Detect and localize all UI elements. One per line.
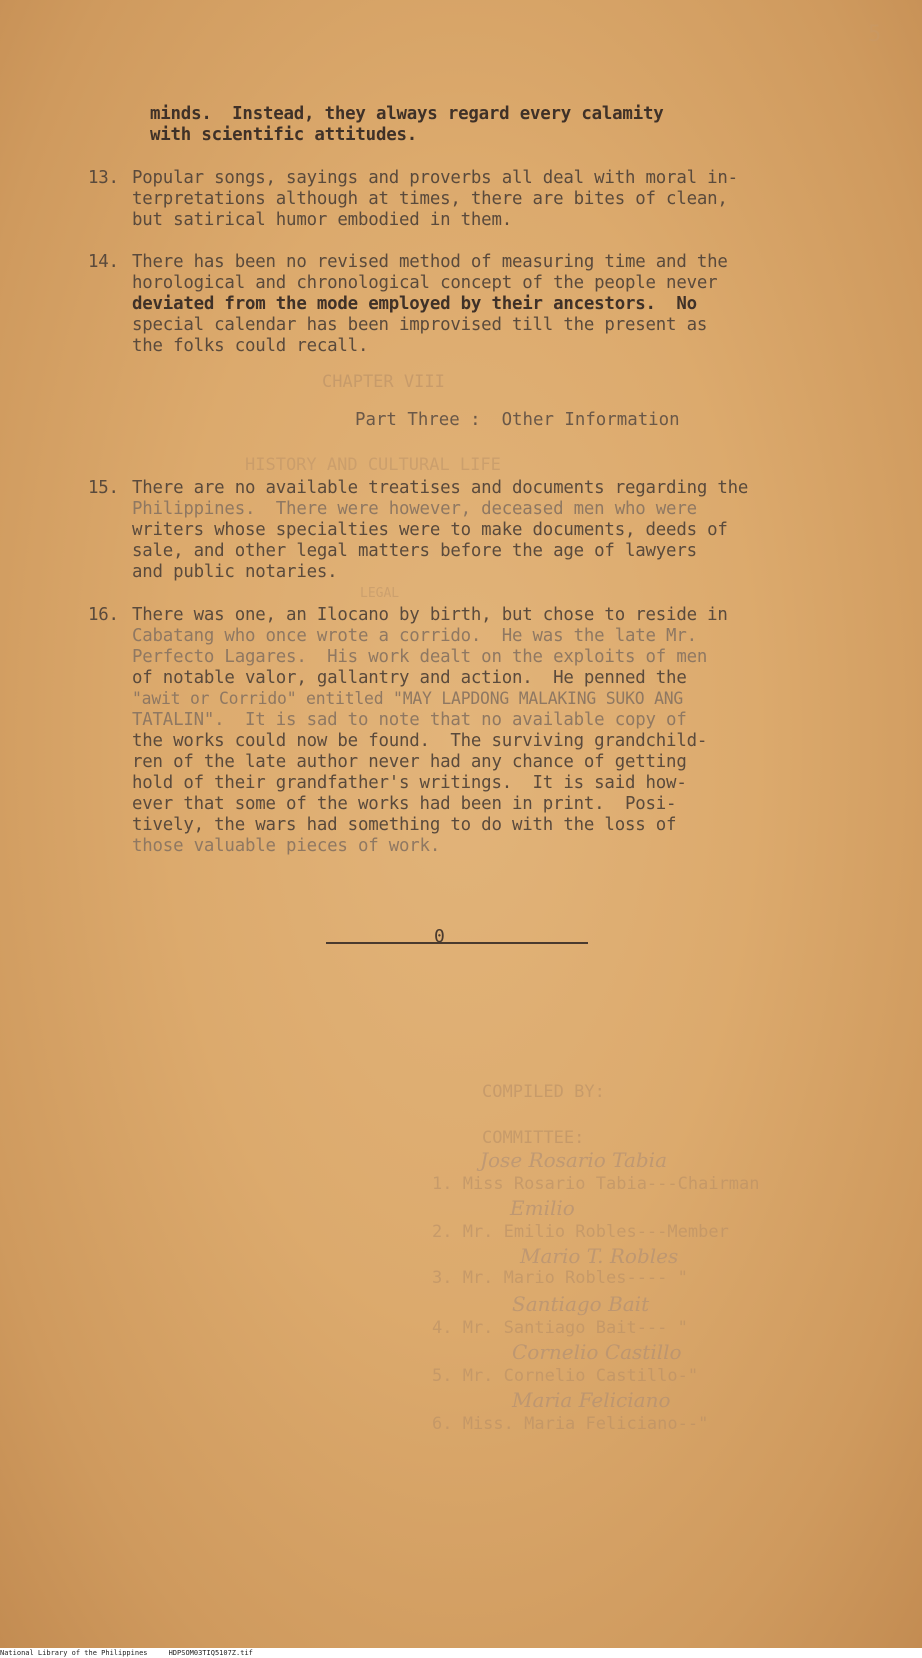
page-number: 5	[868, 22, 882, 47]
committee-member: 5. Mr. Cornelio Castillo-"	[432, 1366, 699, 1386]
item-14-line: There has been no revised method of measuring time and the	[132, 252, 728, 272]
item-15-line: writers whose specialties were to make documents, deeds of	[132, 520, 728, 540]
signature: Jose Rosario Tabia	[480, 1148, 667, 1172]
committee-member: 2. Mr. Emilio Robles---Member	[432, 1222, 729, 1242]
item-15-line: and public notaries.	[132, 562, 338, 582]
section-heading: Part Three : Other Information	[355, 410, 680, 430]
item-16-line: tively, the wars had something to do with the loss of	[132, 815, 677, 835]
item-16-line: "awit or Corrido" entitled "MAY LAPDONG MALAKING SUKO ANG	[132, 689, 684, 708]
item-14-line: special calendar has been improvised till the present as	[132, 315, 708, 335]
bleed-through-text: LEGAL	[360, 586, 400, 601]
item-16-line: There was one, an Ilocano by birth, but chose to reside in	[132, 605, 728, 625]
signature: Mario T. Robles	[520, 1244, 679, 1268]
file-name: HDPSOM03TIQ5107Z.tif	[168, 1649, 253, 1657]
committee-label: COMMITTEE:	[482, 1128, 585, 1148]
bleed-through-text: HISTORY AND CULTURAL LIFE	[245, 455, 501, 475]
library-credit: National Library of the Philippines	[0, 1649, 148, 1657]
item-16-line: hold of their grandfather's writings. It is said how-	[132, 773, 687, 793]
item-16-line: TATALIN". It is sad to note that no available copy of	[132, 710, 687, 730]
scan-footer	[0, 1648, 922, 1658]
item-13-number: 13.	[88, 168, 119, 188]
item-15-line: sale, and other legal matters before the age of lawyers	[132, 541, 697, 561]
item-16-number: 16.	[88, 605, 119, 625]
divider-line	[326, 942, 588, 944]
item-14-line: deviated from the mode employed by their ancestors. No	[132, 294, 697, 314]
item-15-number: 15.	[88, 478, 119, 498]
compiled-by-title: COMPILED BY:	[482, 1082, 605, 1102]
signature: Maria Feliciano	[512, 1388, 671, 1412]
item-15-line: There are no available treatises and documents regarding the	[132, 478, 749, 498]
item-16-line: Perfecto Lagares. His work dealt on the exploits of men	[132, 647, 708, 667]
item-15-line: Philippines. There were however, deceased men who were	[132, 499, 697, 519]
item-13-line: terpretations although at times, there are bites of clean,	[132, 189, 728, 209]
signature: Cornelio Castillo	[512, 1340, 682, 1364]
item-16-line: Cabatang who once wrote a corrido. He was the late Mr.	[132, 626, 697, 646]
committee-member: 6. Miss. Maria Feliciano--"	[432, 1414, 709, 1434]
bleed-through-text: CHAPTER VIII	[322, 372, 445, 392]
signature: Emilio	[510, 1196, 575, 1220]
item-16-line: ever that some of the works had been in print. Posi-	[132, 794, 677, 814]
item-14-number: 14.	[88, 252, 119, 272]
text-line: minds. Instead, they always regard every calamity	[150, 104, 664, 124]
committee-member: 4. Mr. Santiago Bait--- "	[432, 1318, 688, 1338]
item-16-line: ren of the late author never had any chance of getting	[132, 752, 687, 772]
item-16-line: those valuable pieces of work.	[132, 836, 441, 856]
item-16-line: of notable valor, gallantry and action. He penned the	[132, 668, 687, 688]
signature: Santiago Bait	[512, 1292, 650, 1316]
item-13-line: Popular songs, sayings and proverbs all deal with moral in-	[132, 168, 738, 188]
item-14-line: horological and chronological concept of the people never	[132, 273, 718, 293]
text-line: with scientific attitudes.	[150, 125, 418, 145]
item-14-line: the folks could recall.	[132, 336, 369, 356]
item-16-line: the works could now be found. The surviving grandchild-	[132, 731, 708, 751]
committee-member: 1. Miss Rosario Tabia---Chairman	[432, 1174, 760, 1194]
divider-mark: 0	[434, 926, 445, 947]
item-13-line: but satirical humor embodied in them.	[132, 210, 512, 230]
committee-member: 3. Mr. Mario Robles---- "	[432, 1268, 688, 1288]
